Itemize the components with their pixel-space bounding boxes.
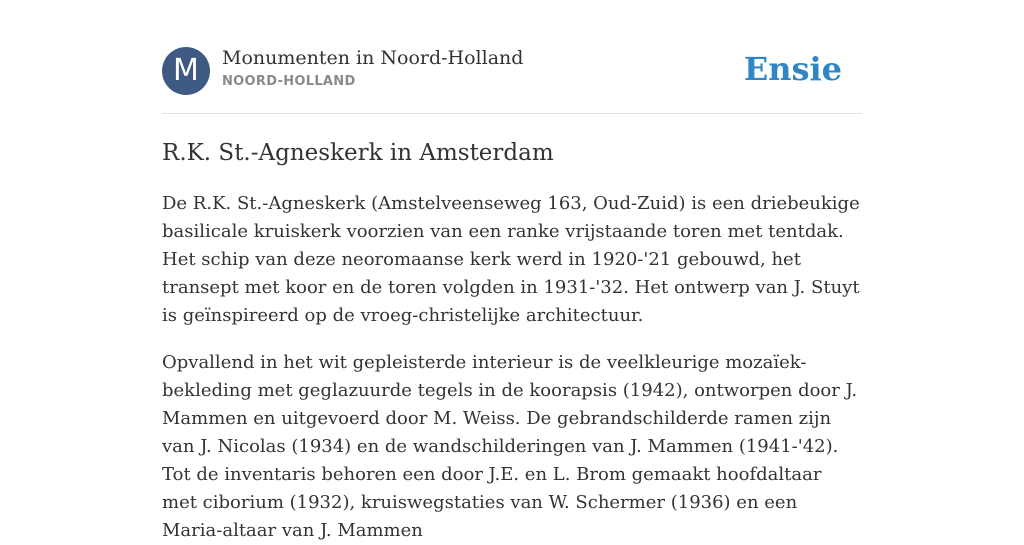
article-paragraph: De R.K. St.-Agneskerk (Amstelveenseweg 163, Oud-Zuid) is een driebeukige basilicale kruiskerk voorzien van een ranke vrijstaande toren met tentdak. Het schip van deze neoromaanse kerk werd in 1920-'21 gebouwd, het transept met koor en de toren volgden in 1931-'32. Het ontwerp van J. Stuyt is geïnspireerd op de vroeg-christelijke architectuur. xyxy=(162,193,860,326)
site-subtitle[interactable]: NOORD-HOLLAND xyxy=(222,74,356,89)
article-title: R.K. St.-Agneskerk in Amsterdam xyxy=(162,140,554,166)
site-title[interactable]: Monumenten in Noord-Holland xyxy=(222,47,524,69)
avatar[interactable]: M xyxy=(162,47,210,95)
ensie-logo[interactable]: Ensie xyxy=(743,50,842,88)
article-card xyxy=(162,0,862,541)
site-header xyxy=(162,0,862,114)
article-paragraph: Opvallend in het wit gepleisterde interieur is de veelkleurige mozaïek-bekleding met geglazuurde tegels in de koorapsis (1942), ontworpen door J. Mammen en uitgevoerd door M. Weiss. De gebrandschilderde ramen zijn van J. Nicolas (1934) en de wandschilderingen van J. Mammen (1941-'42). Tot de inventaris behoren een door J.E. en L. Brom gemaakt hoofdaltaar met ciborium (1932), kruiswegstaties van W. Schermer (1936) en een Maria-altaar van J. Mammen xyxy=(162,352,858,541)
